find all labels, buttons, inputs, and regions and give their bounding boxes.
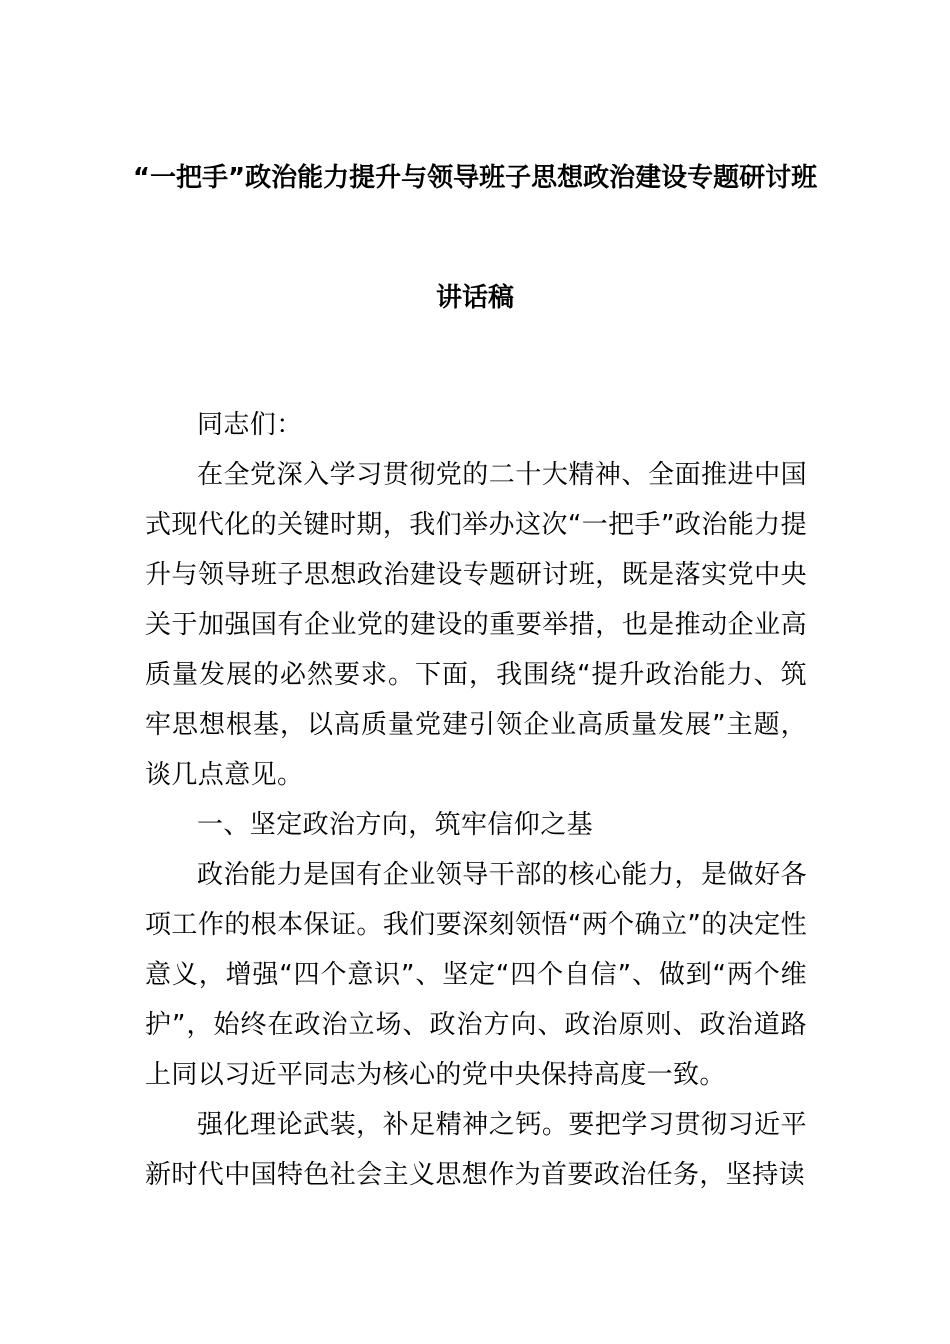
paragraph-theory-study: 强化理论武装，补足精神之钙。要把学习贯彻习近平新时代中国特色社会主义思想作为首要政治任务，坚持读 [145, 1110, 807, 1190]
paragraph-intro: 在全党深入学习贯彻党的二十大精神、全面推进中国式现代化的关键时期，我们举办这次“一把手”政治能力提升与领导班子思想政治建设专题研讨班，既是落实党中央关于加强国有企业党的建设的重要举措，也是推动企业高质量发展的必然要求。下面，我围绕“提升政治能力、筑牢思想根基，以高质量党建引领企业高质量发展”主题，谈几点意见。 [145, 460, 807, 790]
paragraph-political-ability: 政治能力是国有企业领导干部的核心能力，是做好各项工作的根本保证。我们要深刻领悟“两个确立”的决定性意义，增强“四个意识”、坚定“四个自信”、做到“两个维护”，始终在政治立场、政治方向、政治原则、政治道路上同以习近平同志为核心的党中央保持高度一致。 [145, 860, 807, 1090]
section-heading-1: 一、坚定政治方向，筑牢信仰之基 [197, 810, 594, 840]
document-title-line-2: 讲话稿 [435, 283, 514, 313]
salutation: 同志们： [197, 410, 303, 440]
document-title-line-1: “一把手”政治能力提升与领导班子思想政治建设专题研讨班 [132, 163, 818, 193]
document-body [145, 400, 807, 1200]
